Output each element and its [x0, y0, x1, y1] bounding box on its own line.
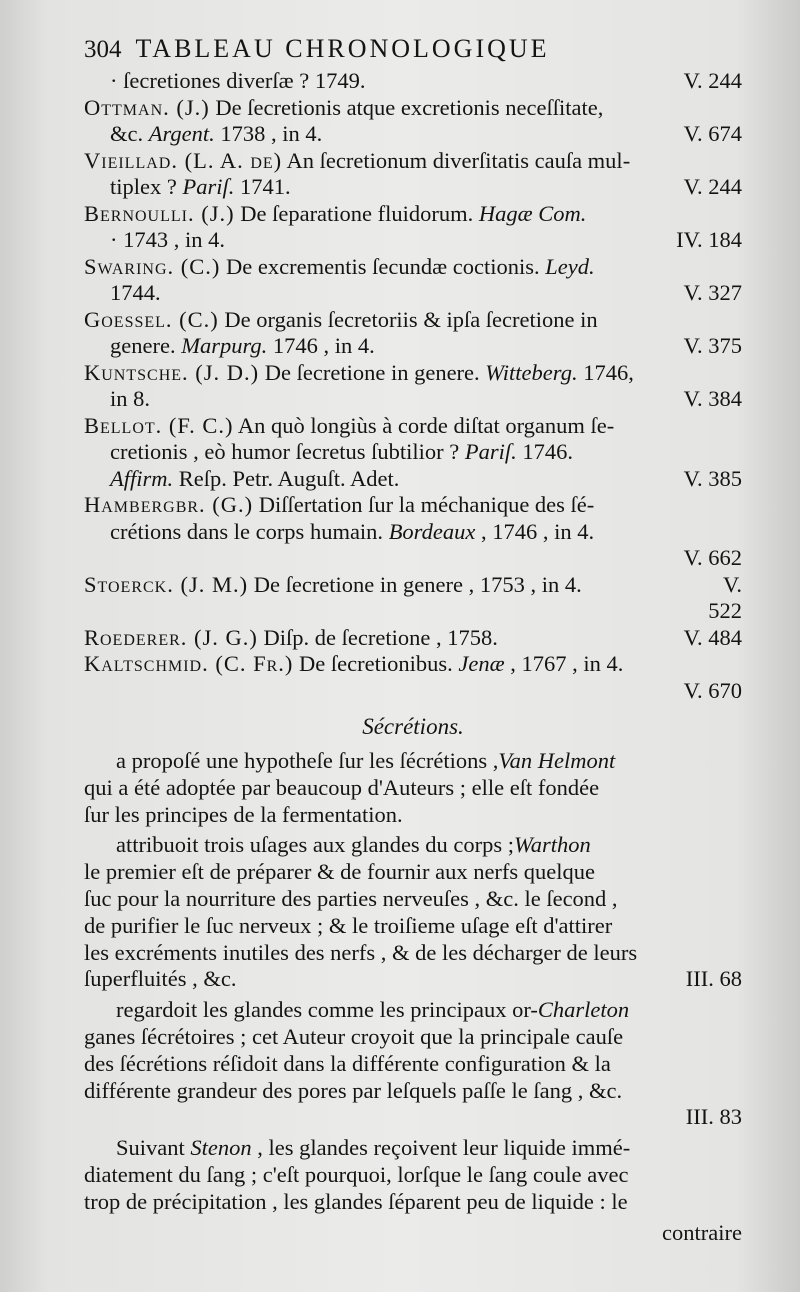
line-text: [84, 775, 599, 802]
text-line: [84, 966, 742, 993]
volume-reference: III. 83: [685, 1104, 742, 1130]
author-name: Vieillad. (L. A. de): [84, 147, 283, 173]
bibliography-entry: [84, 625, 742, 652]
body-text: a propoſé une hypotheſe ſur les ſécrétions ,: [116, 748, 499, 773]
text-line: [84, 748, 742, 775]
bibliography-entry: [84, 360, 742, 413]
body-text: , les glandes reçoivent leur liquide immé-: [251, 1135, 631, 1161]
line-text: [116, 997, 629, 1024]
line-text: [84, 201, 586, 228]
line-text: [116, 1135, 630, 1162]
bibliography-entry: [84, 254, 742, 307]
line-text: [84, 1024, 623, 1051]
volume-reference: V. 674: [683, 121, 742, 146]
text-line: [84, 1078, 742, 1105]
text-line: [84, 572, 742, 599]
text-line: [84, 859, 742, 886]
volume-reference: III. 68: [685, 966, 742, 992]
author-name: Stoerck. (J. M.): [84, 571, 249, 597]
bibliography-entry: [84, 492, 742, 572]
volume-reference: V. 244: [683, 174, 742, 199]
author-name: Bellot. (F. C.): [84, 412, 234, 438]
text-line: [84, 413, 742, 440]
text-line: [84, 1051, 742, 1078]
line-text: [110, 280, 161, 307]
body-text: de purifier le ſuc nerveux ; & le troiſieme uſage eſt d'attirer: [84, 912, 613, 938]
body-text: , 1767 , in 4.: [504, 651, 624, 676]
volume-reference: V. 327: [683, 280, 742, 305]
volume-reference: V. 375: [683, 333, 742, 358]
body-text: De ſecretionibus.: [293, 651, 459, 676]
body-text: Reſp. Petr. Auguſt. Adet.: [173, 465, 400, 491]
line-text: [84, 148, 630, 175]
body-text: regardoit les glandes comme les principaux or-: [116, 997, 538, 1023]
body-text: Suivant: [116, 1135, 191, 1161]
paragraph: [84, 1135, 742, 1215]
body-text: tiplex ?: [110, 174, 183, 199]
bibliography-entry: [84, 201, 742, 254]
line-text: [84, 966, 236, 993]
italic-text: Witteberg.: [485, 359, 578, 385]
line-text: [110, 333, 375, 360]
italic-text: Pariſ.: [182, 174, 235, 199]
volume-reference: V. 484: [683, 624, 742, 650]
body-text: cretionis , eò humor ſecretus ſubtilior ?: [110, 439, 465, 464]
line-text: [84, 360, 634, 387]
paragraph: [84, 832, 742, 993]
body-text: ſuc pour la nourriture des parties nerveuſes , &c. le ſecond ,: [84, 885, 618, 911]
text-line: [84, 832, 742, 859]
line-text: [84, 492, 594, 519]
body-text: 1746.: [516, 439, 574, 464]
body-text: De ſeparatione fluidorum.: [234, 200, 479, 226]
text-line: [84, 439, 742, 466]
body-text: &c.: [110, 121, 149, 146]
italic-text: Warthon: [514, 832, 591, 858]
paragraph: [84, 997, 742, 1131]
text-line: [84, 333, 742, 360]
text-line: [84, 1135, 742, 1162]
text-line: [84, 997, 742, 1024]
text-line: [84, 651, 742, 678]
catchword: contraire: [662, 1219, 742, 1245]
line-text: [110, 68, 366, 95]
paragraph: [84, 748, 742, 828]
text-line: [84, 1162, 742, 1189]
text-line: [84, 148, 742, 175]
line-text: [84, 913, 612, 940]
text-line: [84, 625, 742, 652]
text-line: [84, 280, 742, 307]
line-text: [84, 940, 637, 967]
volume-reference: V. 670: [683, 677, 742, 703]
body-text: Diſſertation ſur la méchanique des ſé-: [253, 492, 595, 517]
body-text: trop de précipitation , les glandes ſéparent peu de liquide : le: [84, 1188, 628, 1214]
line-text: [84, 651, 623, 678]
bibliography-entry: [84, 651, 742, 704]
italic-text: Marpurg.: [181, 333, 268, 358]
text-line: [84, 775, 742, 802]
line-text: [110, 519, 594, 546]
bibliography-entry: [84, 68, 742, 95]
body-text: 1738 , in 4.: [214, 121, 323, 146]
body-text: De ſecretionis atque excretionis neceſſitate,: [209, 94, 604, 120]
volume-reference: V. 385: [683, 465, 742, 491]
text-line: [84, 386, 742, 413]
body-text: An quò longiùs à corde diſtat organum ſe-: [233, 412, 615, 438]
author-name: Kuntsche. (J. D.): [84, 359, 260, 385]
body-text: De organis ſecretoriis & ipſa ſecretione in: [218, 306, 598, 332]
text-line: [84, 678, 742, 705]
body-text: ſuperfluités , &c.: [84, 966, 237, 992]
line-text: [110, 174, 291, 201]
body-text: Diſp. de ſecretione , 1758.: [257, 624, 498, 650]
volume-reference: V. 662: [683, 545, 742, 570]
body-text: des ſécrétions réſidoit dans la différente configuration & la: [84, 1050, 611, 1076]
volume-reference: 522: [708, 598, 742, 623]
text-line: [84, 886, 742, 913]
bibliography-entries: [84, 68, 742, 704]
line-text: [84, 802, 403, 829]
bibliography-entry: [84, 572, 742, 625]
text-line: [84, 95, 742, 122]
line-text: [110, 439, 573, 466]
line-text: [84, 625, 498, 652]
body-text: qui a été adoptée par beaucoup d'Auteurs ; elle eſt fondée: [84, 774, 600, 800]
text-line: [84, 174, 742, 201]
italic-text: Pariſ.: [464, 439, 517, 464]
line-text: [84, 1189, 628, 1216]
running-title: TABLEAU CHRONOLOGIQUE: [135, 34, 550, 63]
line-text: [110, 386, 150, 413]
text-line: [84, 254, 742, 281]
text-line: [84, 307, 742, 334]
author-name: Roederer. (J. G.): [84, 624, 258, 650]
text-line: [84, 1024, 742, 1051]
line-text: [110, 227, 225, 254]
line-text: [84, 1162, 629, 1189]
body-text: crétions dans le corps humain.: [110, 518, 389, 544]
body-text: 1744.: [110, 280, 161, 305]
text-line: [84, 598, 742, 625]
author-name: Hambergbr. (G.): [84, 492, 254, 517]
body-text: le premier eſt de préparer & de fournir aux nerfs quelque: [84, 859, 596, 885]
italic-text: Van Helmont: [498, 748, 616, 773]
commentary-paragraphs: [84, 748, 742, 1216]
line-text: [84, 413, 614, 440]
text-line: [84, 227, 742, 254]
line-text: [84, 859, 595, 886]
line-text: [84, 95, 603, 122]
line-text: [116, 832, 591, 859]
page-number: 304: [84, 36, 122, 63]
page-header: [84, 34, 742, 68]
text-line: [84, 940, 742, 967]
body-text: genere.: [110, 333, 182, 358]
body-text: · 1743 , in 4.: [110, 227, 225, 252]
body-text: · ſecretiones diverſæ ? 1749.: [110, 68, 366, 93]
author-name: Bernoulli. (J.): [84, 200, 235, 226]
body-text: différente grandeur des pores par leſquels paſſe le ſang , &c.: [84, 1077, 623, 1103]
bibliography-entry: [84, 307, 742, 360]
italic-text: Leyd.: [545, 253, 595, 279]
volume-reference: V. 384: [683, 386, 742, 411]
text-line: [84, 1189, 742, 1216]
italic-text: Charleton: [537, 997, 630, 1023]
body-text: les excréments inutiles des nerfs , & de les décharger de leurs: [84, 939, 638, 965]
line-text: [84, 1078, 622, 1105]
author-name: Goessel. (C.): [84, 306, 219, 332]
author-name: Kaltschmid. (C. Fr.): [84, 651, 294, 676]
line-text: [84, 1051, 611, 1078]
line-text: [84, 572, 582, 599]
bibliography-entry: [84, 148, 742, 201]
line-text: [110, 121, 322, 148]
author-name: Swaring. (C.): [84, 253, 221, 279]
body-text: An ſecretionum diverſitatis cauſa mul-: [282, 147, 631, 173]
bibliography-entry: [84, 413, 742, 493]
body-text: 1741.: [234, 174, 291, 199]
italic-text: Affirm.: [110, 465, 174, 491]
text-line: [84, 1104, 742, 1131]
line-text: [84, 307, 598, 334]
text-line: [84, 913, 742, 940]
italic-text: Hagæ Com.: [478, 200, 587, 226]
body-text: attribuoit trois uſages aux glandes du corps ;: [116, 832, 515, 858]
author-name: Ottman. (J.): [84, 94, 210, 120]
italic-text: Stenon: [190, 1135, 252, 1161]
volume-reference: IV. 184: [676, 227, 742, 252]
italic-text: Bordeaux: [388, 518, 476, 544]
body-text: in 8.: [110, 386, 151, 411]
line-text: [110, 466, 399, 493]
text-line: [84, 519, 742, 546]
text-line: [84, 492, 742, 519]
text-line: [84, 802, 742, 829]
body-text: 1746 , in 4.: [267, 333, 375, 358]
body-text: ganes ſécrétoires ; cet Auteur croyoit que la principale cauſe: [84, 1023, 624, 1049]
line-text: [116, 748, 615, 775]
text-line: [84, 121, 742, 148]
text-line: [84, 545, 742, 572]
bibliography-entry: [84, 95, 742, 148]
body-text: De ſecretione in genere , 1753 , in 4.: [248, 571, 582, 597]
text-line: [84, 68, 742, 95]
body-text: De excrementis ſecundæ coctionis.: [220, 253, 546, 279]
body-text: De ſecretione in genere.: [259, 359, 486, 385]
volume-reference: V.: [723, 571, 742, 597]
volume-reference: V. 244: [683, 68, 742, 93]
line-text: [84, 254, 595, 281]
text-line: [84, 466, 742, 493]
italic-text: Argent.: [148, 121, 215, 146]
body-text: 1746,: [577, 359, 634, 385]
text-line: [84, 360, 742, 387]
body-text: ſur les principes de la fermentation.: [84, 801, 403, 827]
italic-text: Jenæ: [458, 651, 505, 676]
section-title: Sécrétions.: [362, 714, 464, 739]
text-line: [84, 201, 742, 228]
body-text: , 1746 , in 4.: [475, 518, 595, 544]
body-text: diatement du ſang ; c'eſt pourquoi, lorſque le ſang coule avec: [84, 1161, 629, 1187]
line-text: [84, 886, 618, 913]
